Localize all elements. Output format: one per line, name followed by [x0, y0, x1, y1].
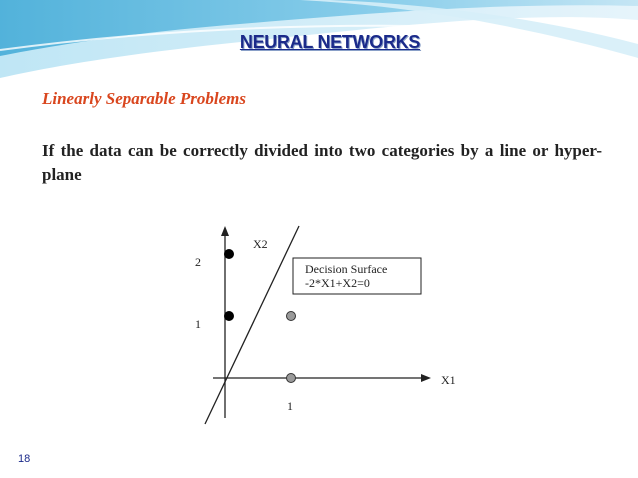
slide-number: 18 [18, 453, 31, 465]
decision-line [205, 226, 299, 424]
decision-surface-plot [175, 218, 463, 437]
slide-title: NEURAL NETWORKS [239, 32, 421, 52]
data-point-black-0 [225, 250, 234, 259]
x-axis-label: X1 [441, 373, 456, 387]
slide-subtitle: Linearly Separable Problems [42, 89, 246, 108]
data-points [225, 250, 296, 383]
data-point-grey-3 [287, 374, 296, 383]
x-axis-arrowhead [421, 374, 431, 382]
y-tick-label-1: 1 [195, 317, 201, 331]
data-point-grey-2 [287, 312, 296, 321]
data-point-black-1 [225, 312, 234, 321]
y-tick-label-2: 2 [195, 255, 201, 269]
legend-line-1: Decision Surface [305, 262, 388, 276]
legend-line-2: -2*X1+X2=0 [305, 276, 370, 290]
y-axis-label: X2 [253, 237, 268, 251]
x-tick-label-1: 1 [287, 399, 293, 413]
y-axis-arrowhead [221, 226, 229, 236]
decision-surface-figure [175, 218, 463, 437]
slide-body-text: If the data can be correctly divided into two categories by a line or hyper-plane [42, 141, 602, 184]
